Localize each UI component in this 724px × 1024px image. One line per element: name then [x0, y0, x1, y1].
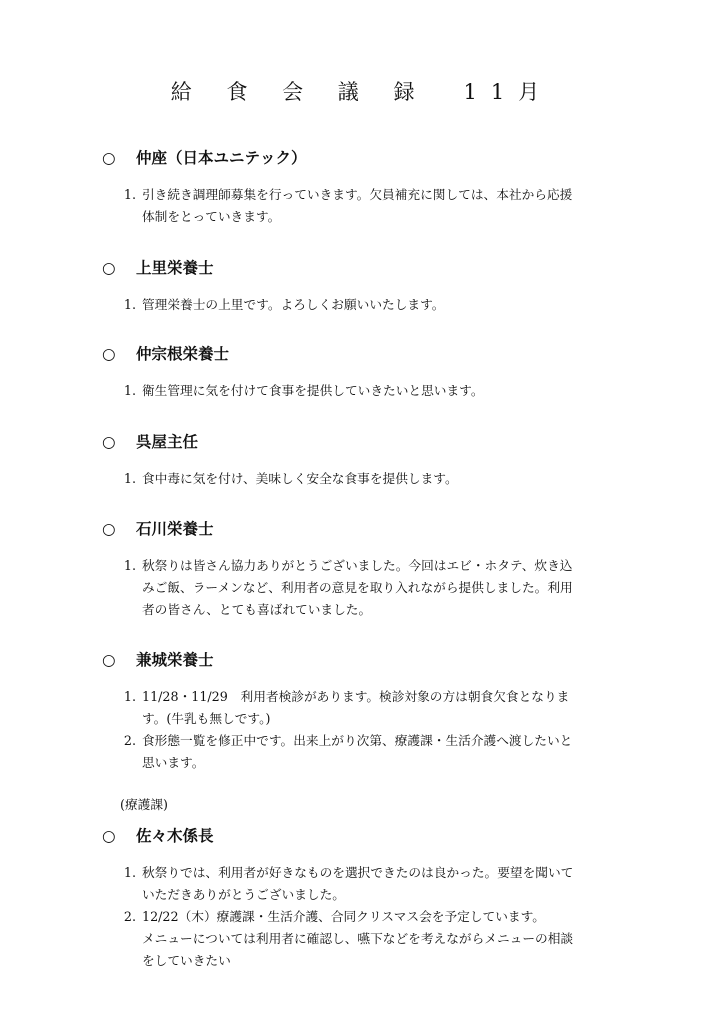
section-heading: [102, 430, 662, 454]
section-ishikawa: [102, 517, 662, 621]
circle-bullet-icon: ○: [102, 149, 116, 167]
item-text: 秋祭りは皆さん協力ありがとうございました。今回はエビ・ホタテ、炊き込 みご飯、ラーメンなど、利用者の意見を取り入れながら提供しました。利用 者の皆さん、とても喜ばれていました。: [142, 558, 573, 617]
item-number: 1.: [123, 297, 136, 312]
circle-bullet-icon: ○: [102, 520, 116, 538]
item-text: 食形態一覧を修正中です。出来上がり次第、療護課・生活介護へ渡したいと 思います。: [142, 733, 573, 770]
item-text: 引き続き調理師募集を行っていきます。欠員補充に関しては、本社から応援 体制をとっていきます。: [142, 187, 573, 224]
item-text: 12/22（木）療護課・生活介護、合同クリスマス会を予定しています。 メニューについては利用者に確認し、嚥下などを考えながらメニューの相談 をしていきたい: [142, 909, 574, 968]
item-number: 1.: [123, 471, 136, 486]
item-text: 衛生管理に気を付けて食事を提供していきたいと思います。: [142, 383, 484, 398]
item-text: 11/28・11/29 利用者検診があります。検診対象の方は朝食欠食となりま す。(牛乳も無しです。): [142, 689, 570, 726]
speaker-name: 兼城栄養士: [136, 651, 214, 669]
section-goya: [102, 430, 662, 490]
item-number: 2.: [123, 733, 136, 748]
section-uezato: [102, 256, 662, 316]
section-heading: [102, 824, 662, 848]
section-heading: [102, 146, 662, 170]
speaker-name: 仲座（日本ユニテック）: [136, 149, 307, 167]
section-nakasone: [102, 342, 662, 402]
circle-bullet-icon: ○: [102, 433, 116, 451]
circle-bullet-icon: ○: [102, 345, 116, 363]
item-number: 1.: [123, 558, 136, 573]
section-heading: [102, 517, 662, 541]
section-heading: [102, 648, 662, 672]
speaker-name: 仲宗根栄養士: [136, 345, 230, 363]
item-text: 食中毒に気を付け、美味しく安全な食事を提供します。: [142, 471, 458, 486]
list-item: [102, 468, 662, 490]
list-item: [102, 184, 662, 228]
speaker-name: 上里栄養士: [136, 259, 214, 277]
item-number: 1.: [123, 187, 136, 202]
list-item: [102, 730, 662, 774]
section-sasaki: [102, 824, 662, 972]
section-heading: [102, 342, 662, 366]
item-number: 1.: [123, 383, 136, 398]
list-item: [102, 555, 662, 621]
item-number: 1.: [123, 865, 136, 880]
item-number: 2.: [123, 909, 136, 924]
list-item: [102, 686, 662, 730]
list-item: [102, 294, 662, 316]
circle-bullet-icon: ○: [102, 651, 116, 669]
item-text: 管理栄養士の上里です。よろしくお願いいたします。: [142, 297, 445, 312]
section-heading: [102, 256, 662, 280]
page-title: 給 食 会 議 録 11月: [170, 80, 554, 104]
speaker-name: 呉屋主任: [136, 433, 199, 451]
item-text: 秋祭りでは、利用者が好きなものを選択できたのは良かった。要望を聞いて いただきありがとうございました。: [142, 865, 574, 902]
item-number: 1.: [123, 689, 136, 704]
speaker-name: 佐々木係長: [136, 827, 214, 845]
circle-bullet-icon: ○: [102, 259, 116, 277]
department-note: (療護課): [120, 797, 168, 812]
list-item: [102, 862, 662, 906]
circle-bullet-icon: ○: [102, 827, 116, 845]
section-nakaza: [102, 146, 662, 228]
section-kaneshiro: [102, 648, 662, 774]
speaker-name: 石川栄養士: [136, 520, 214, 538]
list-item: [102, 906, 662, 972]
list-item: [102, 380, 662, 402]
